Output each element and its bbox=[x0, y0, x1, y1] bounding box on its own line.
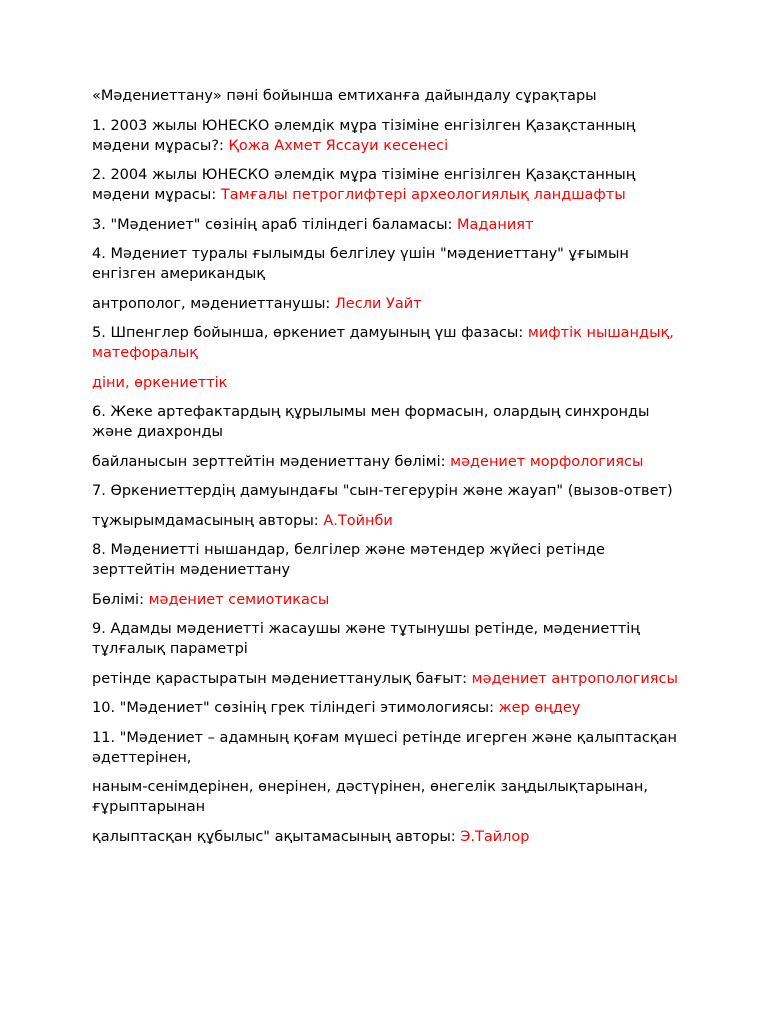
question-paragraph bbox=[92, 452, 688, 472]
answer-text: мәдениет морфологиясы bbox=[450, 453, 644, 470]
question-paragraph bbox=[92, 669, 688, 689]
question-text: 5. Шпенглер бойынша, өркениет дамуының үш фазасы: bbox=[92, 325, 528, 341]
question-text: 1. 2003 жылы ЮНЕСКО әлемдік мұра тізіміне енгізілген Қазақстанның мәдени мұрасы?: bbox=[92, 117, 636, 154]
question-text: 11. "Мәдениет – адамның қоғам мүшесі ретінде игерген және қалыптасқан әдеттерінен, bbox=[92, 729, 677, 766]
question-text: 9. Адамды мәдениетті жасаушы және тұтынушы ретінде, мәдениеттің тұлғалық параметрі bbox=[92, 621, 640, 657]
question-paragraph bbox=[92, 244, 688, 284]
question-text: 2. 2004 жылы ЮНЕСКО әлемдік мұра тізіміне енгізілген Қазақстанның мәдени мұрасы: bbox=[92, 167, 636, 203]
question-paragraph bbox=[92, 619, 688, 659]
question-paragraph bbox=[92, 294, 688, 314]
question-text: ретінде қарастыратын мәдениеттанулық бағыт: bbox=[92, 670, 472, 687]
question-paragraph bbox=[92, 728, 688, 768]
answer-text: Қожа Ахмет Яссауи кесенесі bbox=[228, 137, 449, 154]
answer-text: мифтік нышандық, матефоралық bbox=[92, 325, 674, 361]
question-paragraph bbox=[92, 698, 688, 718]
answer-text: жер өңдеу bbox=[498, 700, 581, 716]
question-paragraph bbox=[92, 827, 688, 847]
answer-text: діни, өркениеттік bbox=[92, 374, 228, 391]
question-text: тұжырымдамасының авторы: bbox=[92, 512, 324, 529]
question-paragraph bbox=[92, 777, 688, 817]
question-paragraph bbox=[92, 165, 688, 205]
question-text: 4. Мәдениет туралы ғылымды белгілеу үшін "мәдениеттану" ұғымын енгізген американдық bbox=[92, 246, 629, 282]
question-paragraph bbox=[92, 481, 688, 501]
question-paragraph bbox=[92, 116, 688, 156]
answer-text: Тамғалы петроглифтері археологиялық ландшафты bbox=[220, 187, 626, 203]
question-paragraph bbox=[92, 215, 688, 235]
question-text: байланысын зерттейтін мәдениеттану бөлімі: bbox=[92, 453, 451, 470]
question-text: қалыптасқан құбылыс" ақытамасының авторы: bbox=[92, 828, 461, 845]
document-title: «Мәдениеттану» пәні бойынша емтиханға дайындалу сұрақтары bbox=[92, 88, 597, 104]
question-text: 6. Жеке артефактардың құрылымы мен формасын, олардың синхронды және диахронды bbox=[92, 404, 650, 440]
answer-text: мәдениет антропологиясы bbox=[471, 670, 678, 687]
answer-text: Лесли Уайт bbox=[334, 295, 422, 312]
question-paragraph bbox=[92, 323, 688, 363]
question-paragraph bbox=[92, 540, 688, 580]
question-text: 8. Мәдениетті нышандар, белгілер және мәтендер жүйесі ретінде зерттейтін мәдениеттану bbox=[92, 542, 605, 578]
answer-text: Маданият bbox=[457, 216, 534, 233]
question-text: 7. Өркениеттердің дамуындағы "сын-тегерурін және жауап" (вызов-ответ) bbox=[92, 483, 673, 499]
answer-text: А.Тойнби bbox=[323, 512, 393, 529]
question-text: наным-сенімдерінен, өнерінен, дәстүрінен, өнегелік заңдылықтарынан, ғұрыптарынан bbox=[92, 779, 649, 815]
answer-text: Э.Тайлор bbox=[460, 828, 530, 845]
question-text: 3. "Мәдениет" сөзінің араб тіліндегі баламасы: bbox=[92, 216, 458, 233]
question-paragraph bbox=[92, 402, 688, 442]
question-paragraph bbox=[92, 511, 688, 531]
question-text: 10. "Мәдениет" сөзінің грек тіліндегі этимологиясы: bbox=[92, 700, 499, 716]
question-paragraph bbox=[92, 590, 688, 610]
question-text: антрополог, мәдениеттанушы: bbox=[92, 295, 335, 312]
answer-text: мәдениет семиотикасы bbox=[148, 591, 330, 608]
question-paragraph bbox=[92, 373, 688, 393]
question-text: Бөлімі: bbox=[92, 591, 149, 608]
